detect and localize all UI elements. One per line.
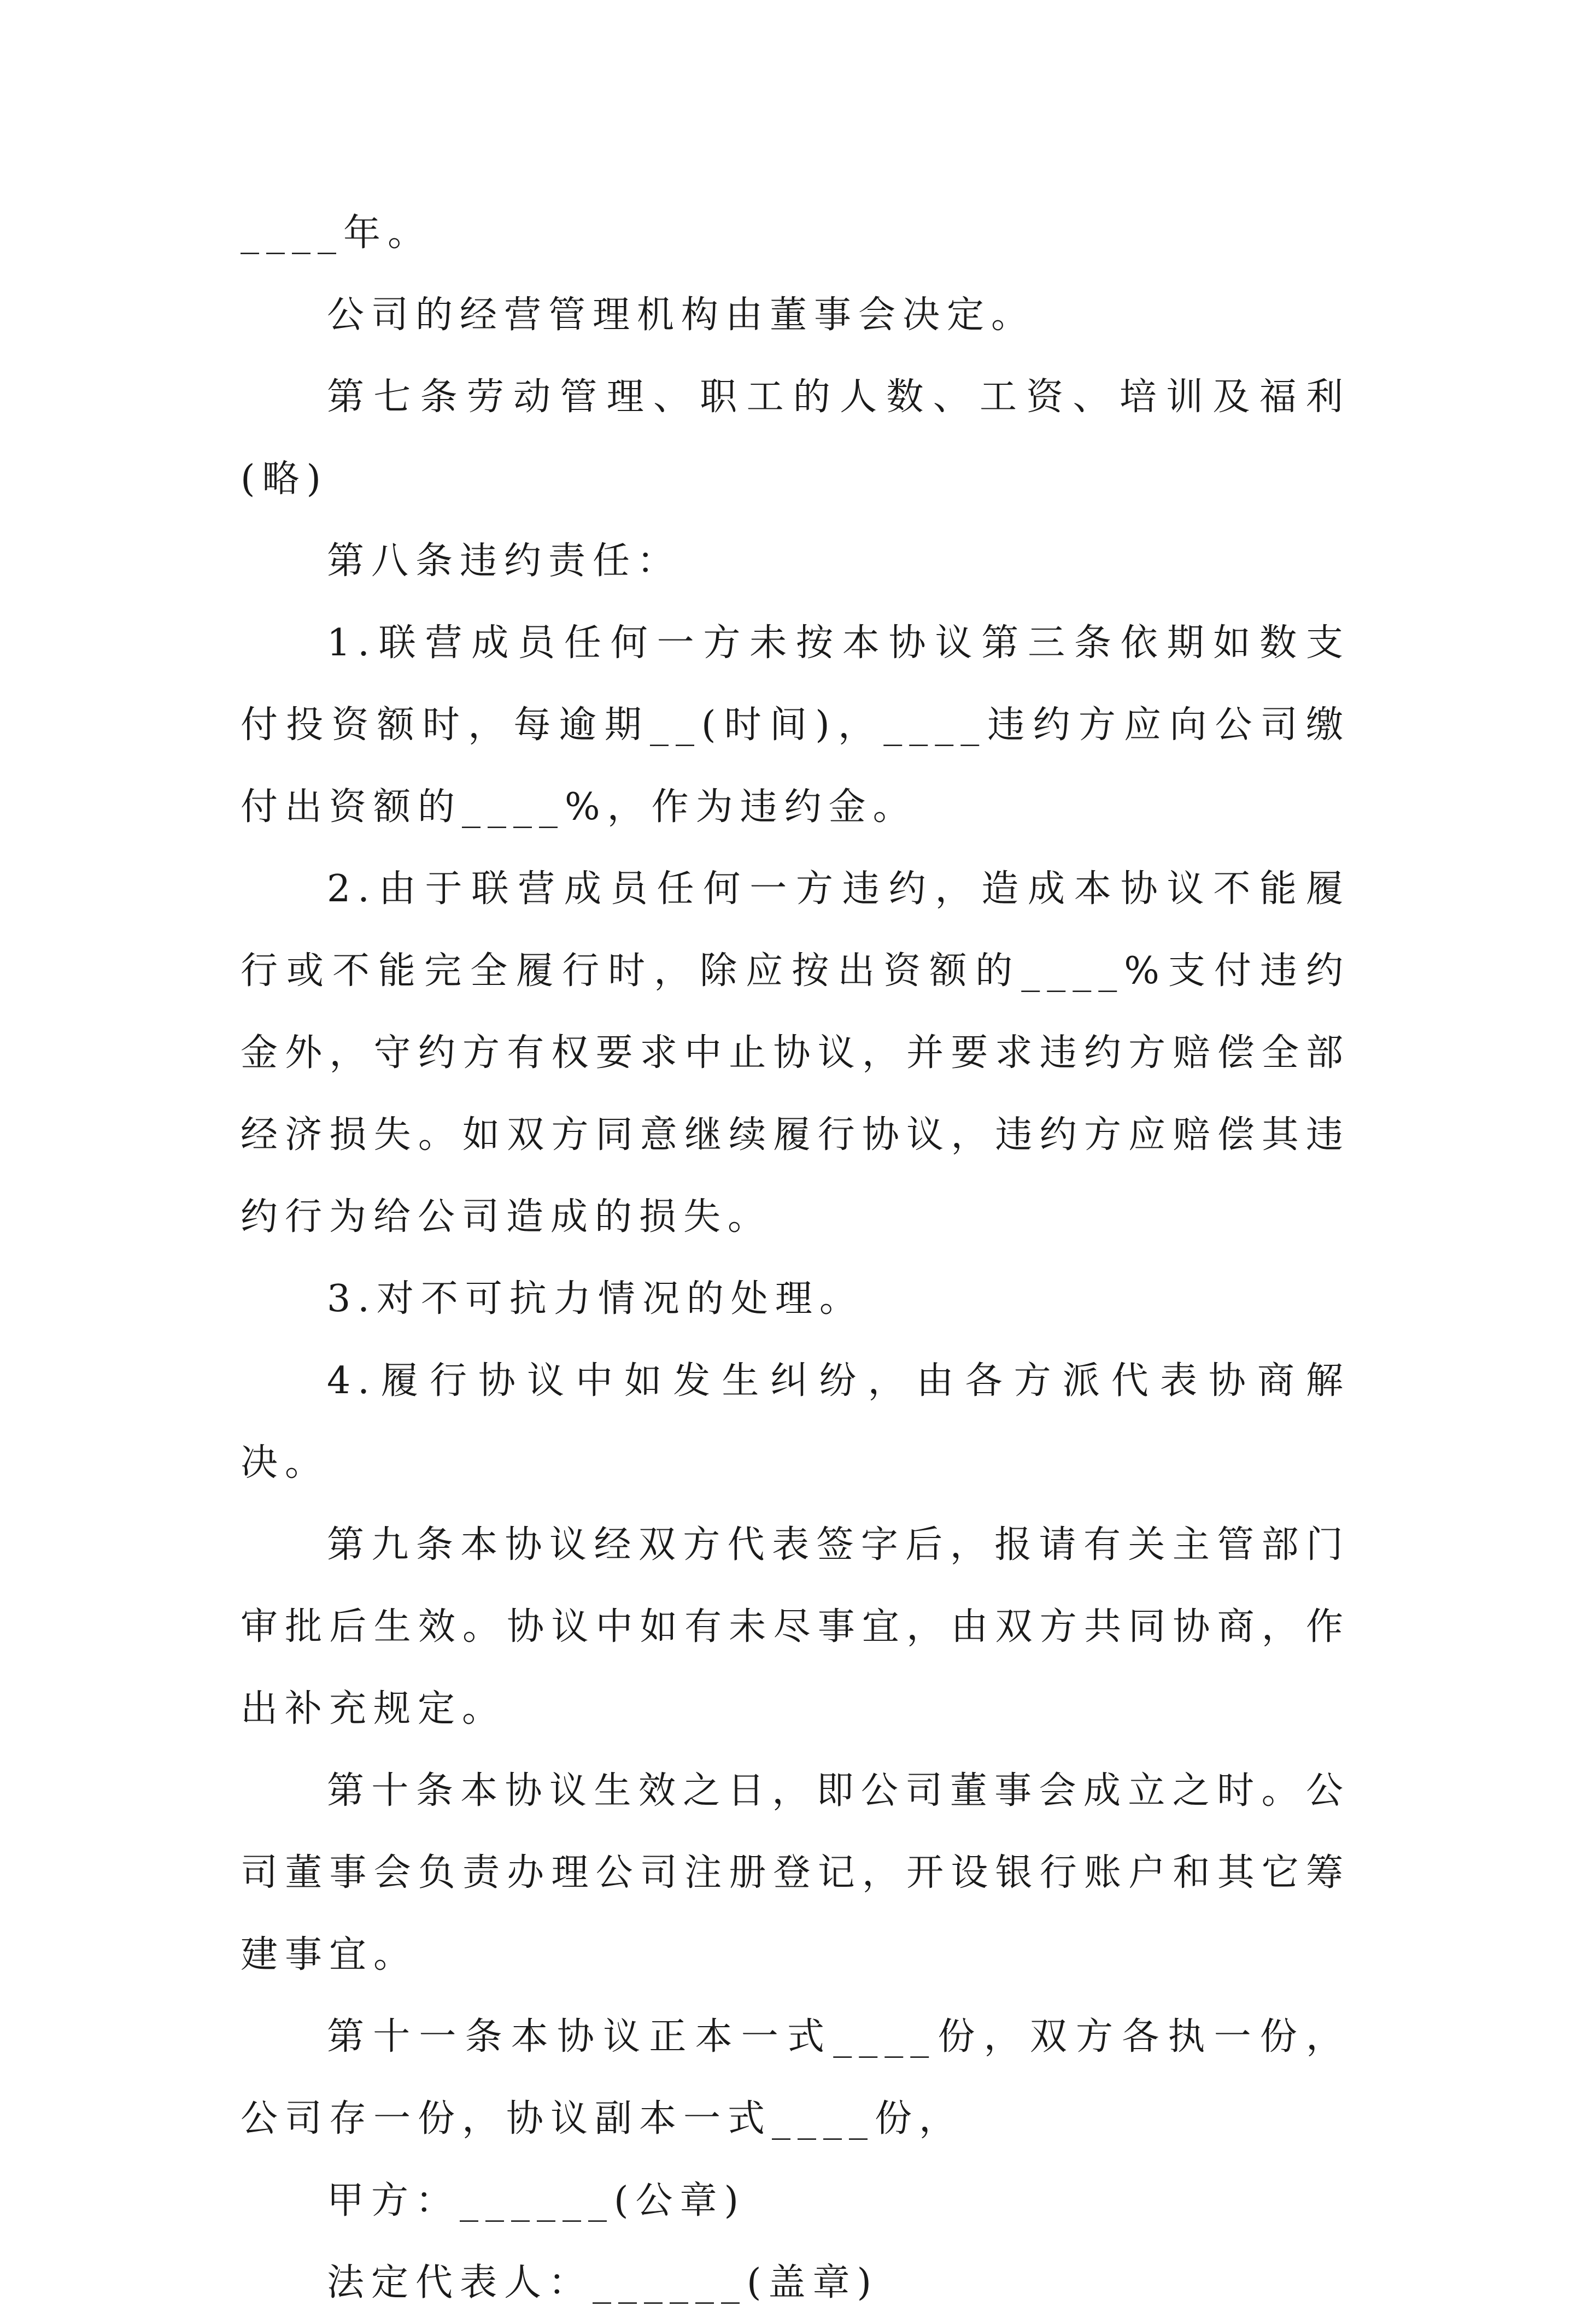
paragraph-article-8-item-2: 2.由于联营成员任何一方违约，造成本协议不能履行或不能完全履行时，除应按出资额的____%支付违约金外，守约方有权要求中止协议，并要求违约方赔偿全部经济损失。如双方同意继续履行协议，违约方应赔偿其违约行为给公司造成的损失。	[241, 867, 1350, 1239]
paragraph-article-7: 第七条劳动管理、职工的人数、工资、培训及福利(略)	[241, 375, 1350, 501]
signature-legal-representative: 法定代表人：______(盖章)	[327, 2261, 879, 2304]
paragraph-article-8-item-1: 1.联营成员任何一方未按本协议第三条依期如数支付投资额时，每逾期__(时间)，____违约方应向公司缴付出资额的____%，作为违约金。	[241, 621, 1350, 829]
signature-party-a: 甲方：______(公章)	[327, 2179, 746, 2222]
document-body	[241, 192, 1350, 2324]
paragraph-article-11: 第十一条本协议正本一式____份，双方各执一份，公司存一份，协议副本一式____份，	[241, 2015, 1350, 2140]
paragraph-article-8-item-3: 3.对不可抗力情况的处理。	[327, 1277, 864, 1321]
paragraph-article-8-item-4: 4.履行协议中如发生纠纷，由各方派代表协商解决。	[241, 1359, 1350, 1484]
paragraph-article-10: 第十条本协议生效之日，即公司董事会成立之时。公司董事会负责办理公司注册登记，开设银行账户和其它筹建事宜。	[241, 1769, 1350, 1976]
paragraph-article-9: 第九条本协议经双方代表签字后，报请有关主管部门审批后生效。协议中如有未尽事宜，由双方共同协商，作出补充规定。	[241, 1523, 1350, 1730]
paragraph-management-body: 公司的经营管理机构由董事会决定。	[327, 294, 1036, 337]
paragraph-year-fragment: ____年。	[241, 212, 432, 255]
paragraph-article-8-heading: 第八条违约责任：	[327, 539, 682, 583]
